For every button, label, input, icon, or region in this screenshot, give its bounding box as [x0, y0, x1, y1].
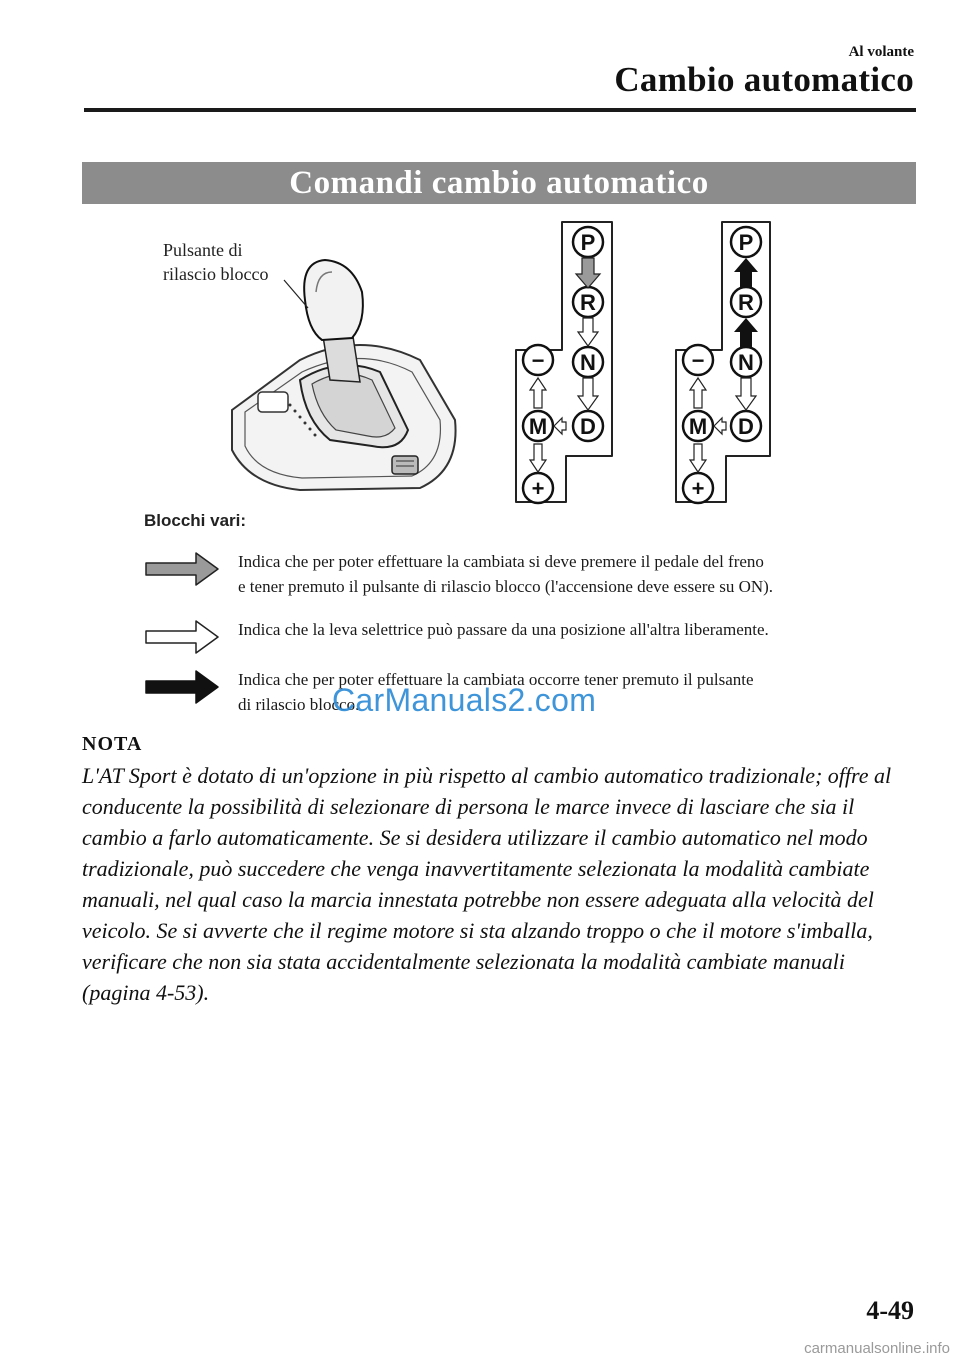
legend-title: Blocchi vari: [144, 511, 247, 530]
shift-gate-diagram-2 [676, 222, 770, 503]
shift-lever-illustration [232, 260, 456, 490]
gate1-p-label: P [580, 230, 596, 255]
gate2-d-label: D [738, 414, 754, 439]
arrow-black-icon [142, 667, 222, 707]
legend-line: e tener premuto il pulsante di rilascio blocco (l'accensione deve essere su ON). [238, 577, 774, 596]
legend-item [142, 549, 902, 609]
gate1-n-label: N [580, 350, 596, 375]
gate2-r-label: R [738, 290, 754, 315]
legend-line: Indica che per poter effettuare la cambiata occorre tener premuto il pulsante [238, 670, 754, 689]
gate1-minus-label: − [531, 348, 545, 373]
header-rule [84, 108, 916, 112]
header-title: Cambio automatico [614, 60, 914, 99]
legend-line: Indica che la leva selettrice può passare da una posizione all'altra liberamente. [238, 620, 769, 639]
note-body: L'AT Sport è dotato di un'opzione in più rispetto al cambio automatico tradizionale; offre al conducente la possibilità di selezionare di persona le marce invece di lasciare che sia il cambio a farlo automaticamente. Se si desidera utilizzare il cambio automatico nel modo tradizionale, può succedere che venga inavvertitamente selezionata la modalità cambiate manuali, nel qual caso la marcia innestata potrebbe non essere adeguata alla velocità del veicolo. Se si avverte che il regime motore si sta alzando troppo o che il motore s'imballa, verificare che non sia stata accidentalmente selezionata la modalità cambiate manuali (pagina 4-53). [82, 763, 892, 1005]
shift-gate-diagram-1 [516, 222, 612, 503]
arrow-gray-icon [142, 549, 222, 589]
callout-line-1: Pulsante di [163, 240, 243, 260]
header-section: Al volante [848, 44, 914, 60]
page-number: 4-49 [866, 1296, 914, 1325]
gate1-m-label: M [528, 414, 548, 439]
gate2-plus-label: + [691, 476, 705, 501]
section-banner [82, 162, 916, 204]
banner-title: Comandi cambio automatico [289, 164, 709, 201]
watermark-text: CarManuals2.com [332, 682, 597, 718]
note-title: NOTA [82, 733, 143, 755]
shifter-figure [0, 212, 960, 512]
gate2-m-label: M [688, 414, 708, 439]
footer-watermark: carmanualsonline.info [804, 1340, 950, 1357]
gate1-d-label: D [580, 414, 596, 439]
callout-line-2: rilascio blocco [163, 264, 269, 284]
gate1-r-label: R [580, 290, 596, 315]
gate2-p-label: P [738, 230, 754, 255]
gate2-minus-label: − [691, 348, 705, 373]
legend-text [238, 617, 769, 642]
legend-text [238, 549, 773, 599]
legend-line: Indica che per poter effettuare la cambiata si deve premere il pedale del freno [238, 552, 764, 571]
arrow-outline-icon [142, 617, 222, 657]
gate1-plus-label: + [531, 476, 545, 501]
legend-line: di rilascio blocco. [238, 695, 360, 714]
gate2-n-label: N [738, 350, 754, 375]
